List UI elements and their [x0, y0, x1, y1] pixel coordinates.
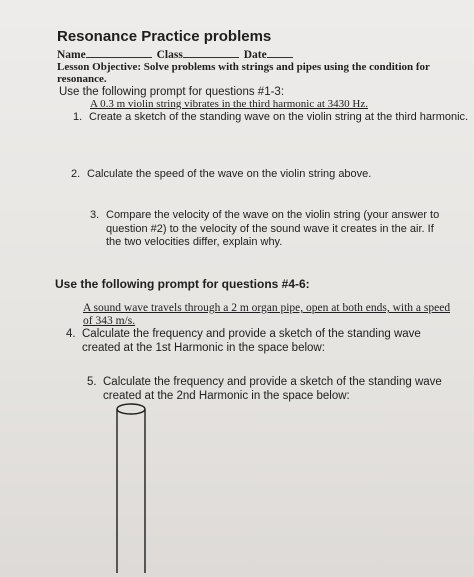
- question-number: 5.: [87, 376, 97, 388]
- part2-prompt: A sound wave travels through a 2 m organ pipe, open at both ends, with a speed of 343 m/s.: [83, 302, 451, 327]
- question-5: [87, 375, 457, 403]
- date-blank: [267, 57, 293, 58]
- name-label: Name: [57, 49, 86, 61]
- student-info-line: [57, 49, 295, 61]
- question-number: 1.: [73, 111, 83, 123]
- pipe-top-opening: [117, 404, 145, 414]
- part2-heading: Use the following prompt for questions #4-6:: [55, 277, 310, 291]
- organ-pipe-drawing: [114, 401, 148, 577]
- name-blank: [86, 57, 152, 58]
- question-text: Calculate the frequency and provide a sketch of the standing wave created at the 2nd Harmonic in the space below:: [103, 376, 442, 402]
- question-text: Compare the velocity of the wave on the violin string (your answer to question #2) to the velocity of the sound wave it creates in the air. If the two velocities differ, explain why.: [106, 209, 440, 248]
- question-number: 2.: [71, 168, 81, 180]
- part1-prompt: A 0.3 m violin string vibrates in the third harmonic at 3430 Hz.: [90, 98, 369, 110]
- part1-intro: Use the following prompt for questions #1-3:: [59, 86, 285, 98]
- date-label: Date: [243, 49, 267, 61]
- question-1: [73, 111, 468, 123]
- class-label: Class: [156, 49, 183, 61]
- question-text: Calculate the speed of the wave on the violin string above.: [87, 168, 372, 180]
- question-text: Create a sketch of the standing wave on the violin string at the third harmonic.: [89, 111, 469, 123]
- class-blank: [183, 57, 239, 58]
- question-3: [90, 209, 450, 250]
- page-title: Resonance Practice problems: [57, 28, 272, 45]
- question-4: [66, 327, 456, 355]
- lesson-objective: Lesson Objective: Solve problems with strings and pipes using the condition for resonance.: [57, 61, 430, 85]
- question-text: Calculate the frequency and provide a sketch of the standing wave created at the 1st Harmonic in the space below:: [82, 328, 421, 354]
- question-2: [71, 168, 371, 180]
- question-number: 4.: [66, 328, 76, 340]
- question-number: 3.: [90, 209, 100, 221]
